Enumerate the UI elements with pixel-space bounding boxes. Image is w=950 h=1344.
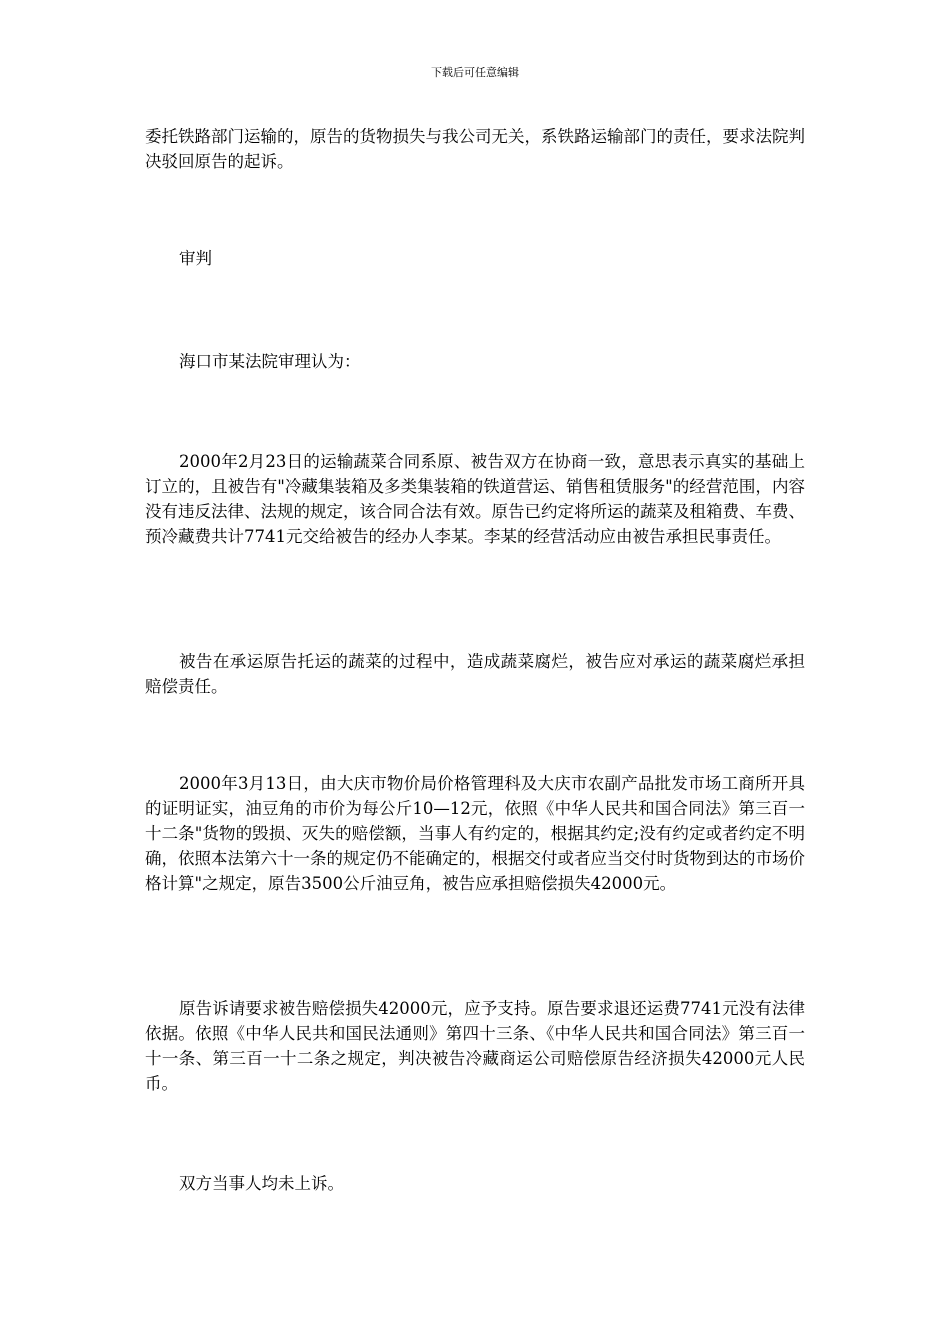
paragraph-no-appeal: 双方当事人均未上诉。 [179,1174,344,1193]
section-heading-judgment: 审判 [179,249,212,268]
page-header-note: 下载后可任意编辑 [431,66,519,79]
paragraph-defendant-argument: 委托铁路部门运输的，原告的货物损失与我公司无关，系铁路运输部门的责任，要求法院判决驳回原告的起诉。 [145,127,805,171]
paragraph-liability: 被告在承运原告托运的蔬菜的过程中，造成蔬菜腐烂，被告应对承运的蔬菜腐烂承担赔偿责任。 [145,652,805,696]
paragraph-judgment-ruling: 原告诉请要求被告赔偿损失42000元，应予支持。原告要求退还运费7741元没有法律依据。依照《中华人民共和国民法通则》第四十三条、《中华人民共和国合同法》第三百一十一条、第三百一十二条之规定，判决被告冷藏商运公司赔偿原告经济损失42000元人民币。 [145,999,805,1093]
paragraph-contract-validity: 2000年2月23日的运输蔬菜合同系原、被告双方在协商一致，意思表示真实的基础上订立的，且被告有"冷藏集装箱及多类集装箱的铁道营运、销售租赁服务"的经营范围，内容没有违反法律、法规的规定，该合同合法有效。原告已约定将所运的蔬菜及租箱费、车费、预冷藏费共计7741元交给被告的经办人李某。李某的经营活动应由被告承担民事责任。 [145,452,805,546]
paragraph-market-price: 2000年3月13日，由大庆市物价局价格管理科及大庆市农副产品批发市场工商所开具的证明证实，油豆角的市价为每公斤10—12元，依照《中华人民共和国合同法》第三百一十二条"货物的毁损、灭失的赔偿额，当事人有约定的，根据其约定;没有约定或者约定不明确，依照本法第六十一条的规定仍不能确定的，根据交付或者应当交付时货物到达的市场价格计算"之规定，原告3500公斤油豆角，被告应承担赔偿损失42000元。 [145,774,805,893]
paragraph-court-finding-intro: 海口市某法院审理认为： [179,352,361,371]
